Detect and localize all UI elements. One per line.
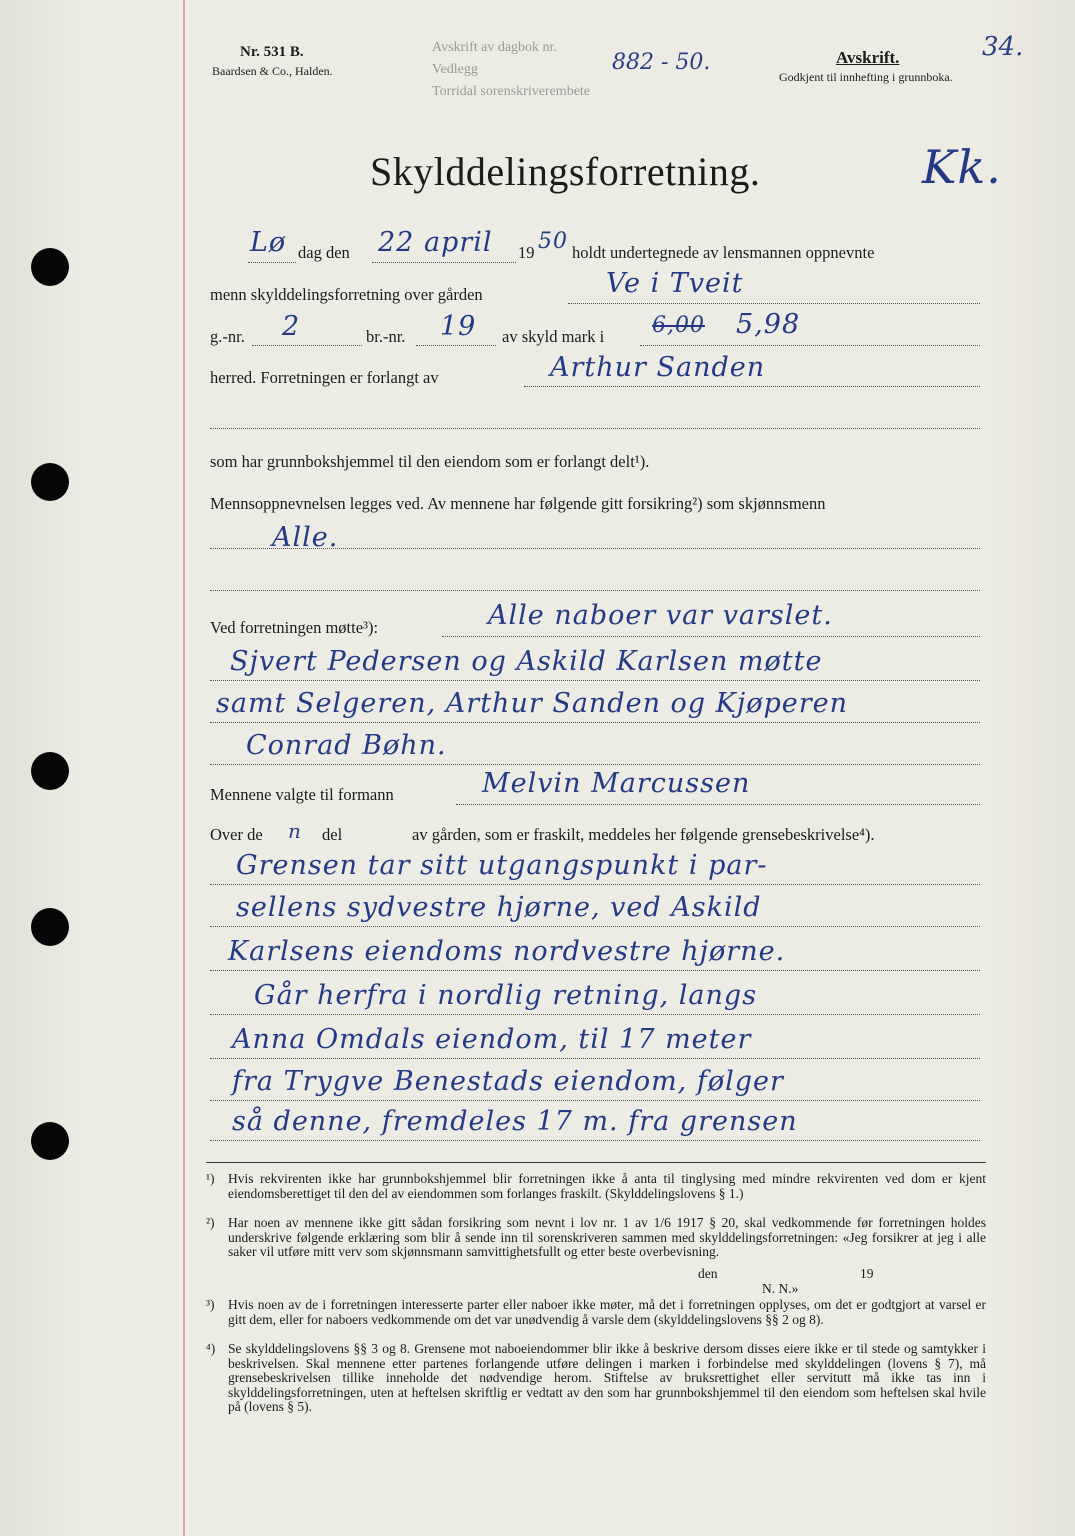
date-label: dag den <box>298 243 350 262</box>
del-text: del <box>322 825 343 844</box>
farm-text: menn skylddelingsforretning over gården <box>210 285 483 304</box>
fill-line <box>210 1014 980 1015</box>
requester: Arthur Sanden <box>550 352 766 383</box>
fill-line <box>568 303 980 304</box>
stamp-line-3: Torridal sorenskriverembete <box>432 84 591 99</box>
footnote-3 <box>206 1298 986 1327</box>
initials: Kk. <box>922 140 1002 194</box>
fill-line <box>248 262 296 263</box>
description-line-6: fra Trygve Benestads eiendom, følger <box>232 1066 784 1097</box>
footnote-text: Hvis rekvirenten ikke har grunnbokshjemmel blir forretningen ikke å anta til tinglysing med mindre rekvirenten ved dom er kjent eiendomsberettiget til den del av eiendommen som forlanges fraskilt. (Skylddelingslovens § 1.) <box>228 1171 986 1201</box>
footnote-number: ¹) <box>206 1171 215 1186</box>
gnr-label: g.-nr. <box>210 327 245 346</box>
skyld-struck: 6,00 <box>652 313 705 338</box>
footnote-1 <box>206 1172 986 1201</box>
footnote-4 <box>206 1342 986 1415</box>
fill-line <box>210 590 980 591</box>
description-intro: av gården, som er fraskilt, meddeles her følgende grensebeskrivelse⁴). <box>412 825 875 844</box>
year-prefix: 19 <box>518 243 535 262</box>
description-line-3: Karlsens eiendoms nordvestre hjørne. <box>228 936 786 967</box>
fill-line <box>210 1058 980 1059</box>
fill-line <box>210 428 980 429</box>
footnote-text: Se skylddelingslovens §§ 3 og 8. Grensene mot naboeiendommer blir ikke å beskrive dersom disses eiere ikke er til stede og samtykker i beskrivelsen. Skal mennene etter partenes forlangende utføre delingen i marken i forbindelse med skylddelingen (lovens § 7), må grensebeskrivelsen tillike inneholde det nødvendige herom. Stiftelse av bruksrettighet eller servitutt må ikke tas inn i skylddelingsforretningen, uten at heftelsen skriftlig er vedtatt av den som har grunnbokshjemmel til den eiendom som heftelsen skal hvile på (lovens § 5). <box>228 1341 986 1414</box>
year-value: 50 <box>538 229 568 254</box>
attended-line-3: samt Selgeren, Arthur Sanden og Kjøperen <box>216 688 848 719</box>
menn-value: Alle. <box>272 522 339 553</box>
footnote-text: Hvis noen av de i forretningen interesserte parter eller naboer ikke møter, må det i forretningen opplyses, om det er godtgjort at varsel er gitt dem, eller for naboers vedkommende om det var unødvendig å varsle dem (skylddelingslovens §§ 2 og 8). <box>228 1297 986 1327</box>
footnote-text: Har noen av mennene ikke gitt sådan forsikring som nevnt i lov nr. 1 av 1/6 1917 § 20, skal vedkommende før forretningen holdes underskrive følgende erklæring som blir å sende inn til sorenskriveren sammen med skylddelingsforretningen: «Jeg forsikrer at jeg i alle saker vil utføre mitt verv som skjønnsmann samvittighetsfullt og etter beste overbevisning. <box>228 1215 986 1259</box>
date-value: 22 april <box>378 227 493 258</box>
grunnbok-text: som har grunnbokshjemmel til den eiendom som er forlangt delt¹). <box>210 452 650 471</box>
attended-line-2: Sjvert Pedersen og Askild Karlsen møtte <box>230 646 823 677</box>
herred-text: herred. Forretningen er forlangt av <box>210 368 439 387</box>
footnote-2 <box>206 1216 986 1260</box>
footnote-number: ²) <box>206 1215 215 1230</box>
fill-line <box>210 1140 980 1141</box>
farm-name: Ve i Tveit <box>606 268 744 299</box>
stamp-line-2: Vedlegg <box>432 62 478 77</box>
description-line-2: sellens sydvestre hjørne, ved Askild <box>236 892 762 923</box>
copy-subtitle: Godkjent til innhefting i grunnboka. <box>779 70 953 84</box>
document-title: Skylddelingsforretning. <box>370 149 761 194</box>
weekday: Lø <box>250 227 287 258</box>
fill-line <box>442 636 980 637</box>
fill-line <box>416 345 496 346</box>
fill-line <box>210 548 980 549</box>
footnote-2-den: den <box>698 1266 718 1281</box>
attended-line-1: Alle naboer var varslet. <box>488 600 833 631</box>
fill-line <box>210 884 980 885</box>
punch-hole <box>31 463 69 501</box>
footnote-number: ³) <box>206 1297 215 1312</box>
fill-line <box>640 345 980 346</box>
footnote-separator <box>206 1162 986 1163</box>
description-line-5: Anna Omdals eiendom, til 17 meter <box>232 1024 752 1055</box>
footnote-number: ⁴) <box>206 1341 216 1356</box>
fill-line <box>524 386 980 387</box>
stamp-line-1: Avskrift av dagbok nr. <box>432 40 557 55</box>
diary-number: 882 - 50. <box>612 50 711 75</box>
over-de-suffix: n <box>288 819 301 843</box>
form-number: Nr. 531 B. <box>240 44 304 60</box>
publisher: Baardsen & Co., Halden. <box>212 64 333 78</box>
footnote-2-signature: N. N.» <box>762 1281 799 1296</box>
fill-line <box>210 764 980 765</box>
fill-line <box>210 1100 980 1101</box>
punch-hole <box>31 752 69 790</box>
description-line-1: Grensen tar sitt utgangspunkt i par- <box>236 850 768 881</box>
attended-label: Ved forretningen møtte³): <box>210 618 379 637</box>
menn-text: Mennsoppnevnelsen legges ved. Av mennene har følgende gitt forsikring²) som skjønnsmenn <box>210 494 826 513</box>
skyld-value: 5,98 <box>736 309 801 340</box>
footnote-2-year: 19 <box>860 1266 874 1281</box>
fill-line <box>456 804 980 805</box>
over-de: Over de <box>210 825 263 844</box>
copy-label: Avskrift. <box>836 48 900 67</box>
margin-line <box>183 0 185 1536</box>
fill-line <box>372 262 516 263</box>
fill-line <box>210 926 980 927</box>
punch-hole <box>31 248 69 286</box>
fill-line <box>210 970 980 971</box>
bnr-label: br.-nr. <box>366 327 406 346</box>
chair-label: Mennene valgte til formann <box>210 785 394 804</box>
held-text: holdt undertegnede av lensmannen oppnevnte <box>572 243 875 262</box>
punch-hole <box>31 1122 69 1160</box>
fill-line <box>210 680 980 681</box>
chair-value: Melvin Marcussen <box>482 768 751 799</box>
punch-hole <box>31 908 69 946</box>
skyld-label: av skyld mark i <box>502 327 605 346</box>
attended-line-4: Conrad Bøhn. <box>246 730 447 761</box>
description-line-4: Går herfra i nordlig retning, langs <box>254 980 758 1011</box>
description-line-7: så denne, fremdeles 17 m. fra grensen <box>232 1106 798 1137</box>
fill-line <box>252 345 362 346</box>
page-number: 34. <box>982 32 1024 62</box>
fill-line <box>210 722 980 723</box>
gnr-value: 2 <box>282 311 301 342</box>
bnr-value: 19 <box>440 311 477 342</box>
